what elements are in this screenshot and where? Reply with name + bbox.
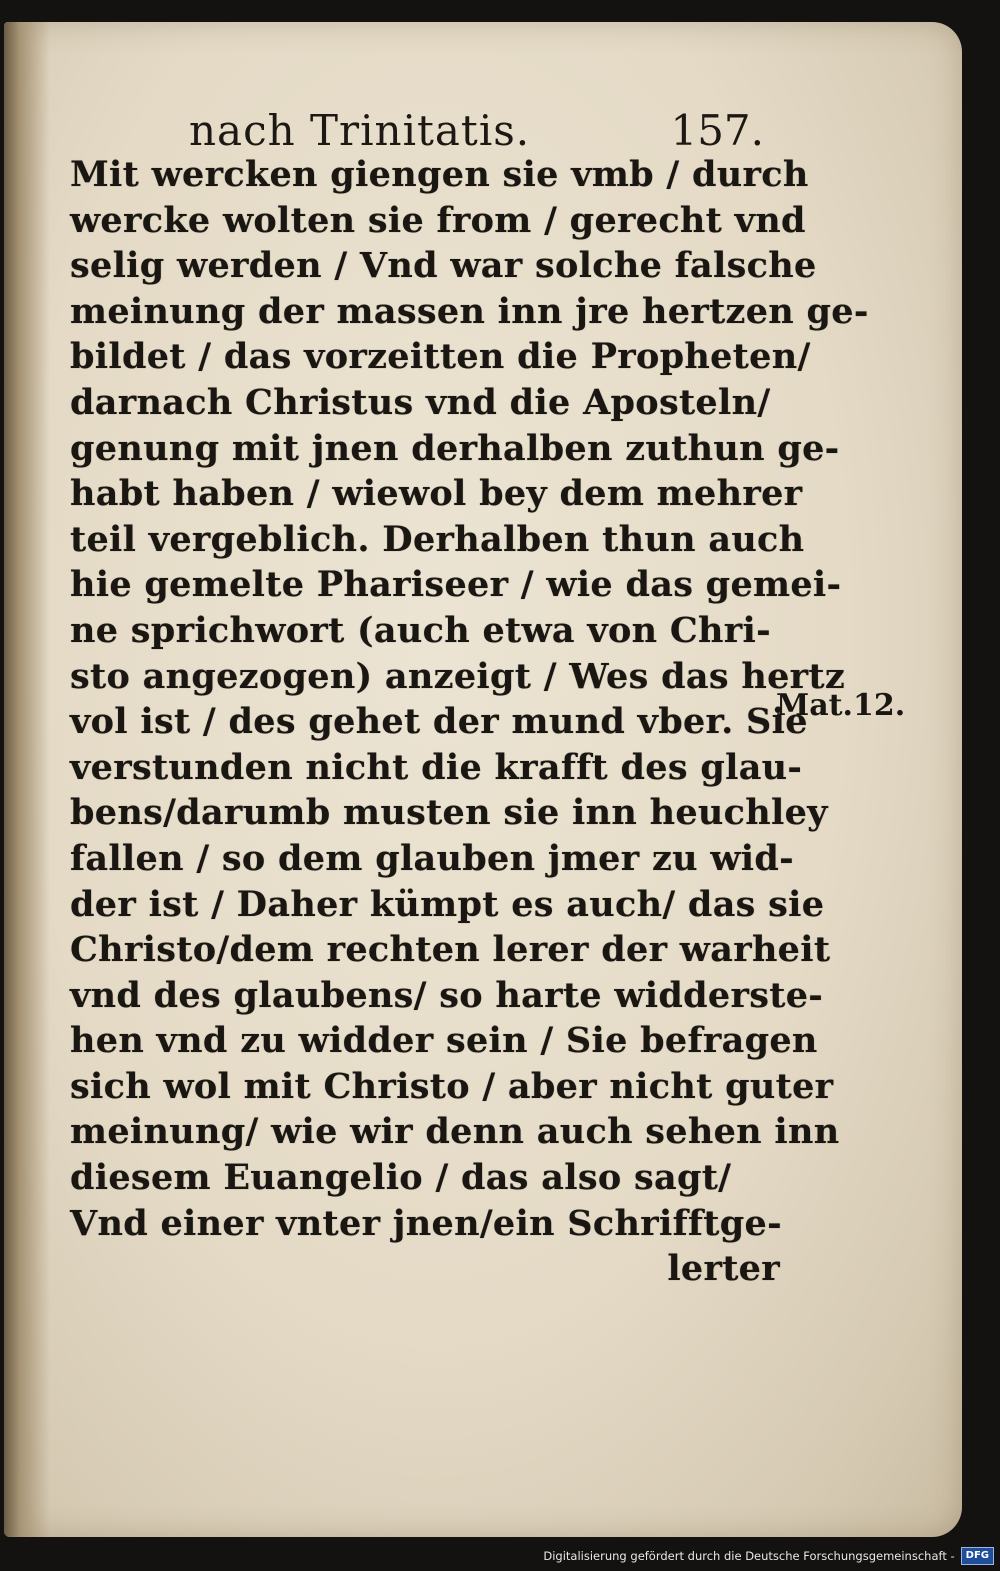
text-line: verstunden nicht die krafft des glau- xyxy=(70,746,803,788)
text-line: Christo/dem rechten lerer der warheit xyxy=(70,929,831,971)
text-line: Mit wercken giengen sie vmb / durch xyxy=(70,154,809,195)
digitization-footer xyxy=(543,1545,994,1567)
text-line: wercke wolten sie from / gerecht vnd xyxy=(70,199,806,241)
text-line: vnd des glaubens/ so harte widderste- xyxy=(70,974,824,1016)
page-number: 157. xyxy=(670,106,764,155)
text-line: bens/darumb musten sie inn heuchley xyxy=(70,792,828,834)
text-line: diesem Euangelio / das also sagt/ xyxy=(70,1157,732,1199)
text-line: sto angezogen) anzeigt / Wes das hertz xyxy=(70,655,846,697)
dfg-logo: DFG xyxy=(961,1547,994,1565)
text-line: meinung der massen inn jre hertzen ge- xyxy=(70,290,869,332)
footer-credit: Digitalisierung gefördert durch die Deutsche Forschungsgemeinschaft - xyxy=(543,1549,955,1563)
running-title: nach Trinitatis. xyxy=(189,106,531,155)
book-page xyxy=(4,22,962,1537)
text-line: vol ist / des gehet der mund vber. Sie xyxy=(70,701,808,743)
text-line: habt haben / wiewol bey dem mehrer xyxy=(70,473,803,515)
text-line: teil vergeblich. Derhalben thun auch xyxy=(70,518,805,560)
text-line: meinung/ wie wir denn auch sehen inn xyxy=(70,1111,840,1153)
text-line: hie gemelte Phariseer / wie das gemei- xyxy=(70,564,842,606)
text-line: fallen / so dem glauben jmer zu wid- xyxy=(70,837,794,879)
text-line: sich wol mit Christo / aber nicht guter xyxy=(70,1065,834,1107)
text-line: Vnd einer vnter jnen/ein Schrifftge- xyxy=(70,1202,782,1244)
text-line: der ist / Daher kümpt es auch/ das sie xyxy=(70,883,825,925)
text-line: hen vnd zu widder sein / Sie befragen xyxy=(70,1020,818,1062)
text-line: selig werden / Vnd war solche falsche xyxy=(70,245,817,287)
text-line: ne sprichwort (auch etwa von Chri- xyxy=(70,609,771,651)
text-line: bildet / das vorzeitten die Propheten/ xyxy=(70,336,811,378)
text-line: darnach Christus vnd die Aposteln/ xyxy=(70,381,771,423)
page-binding-shadow xyxy=(4,22,50,1537)
text-line: genung mit jnen derhalben zuthun ge- xyxy=(70,427,840,469)
catchword: lerter xyxy=(667,1248,780,1290)
marginal-note: Mat.12. xyxy=(776,688,906,723)
